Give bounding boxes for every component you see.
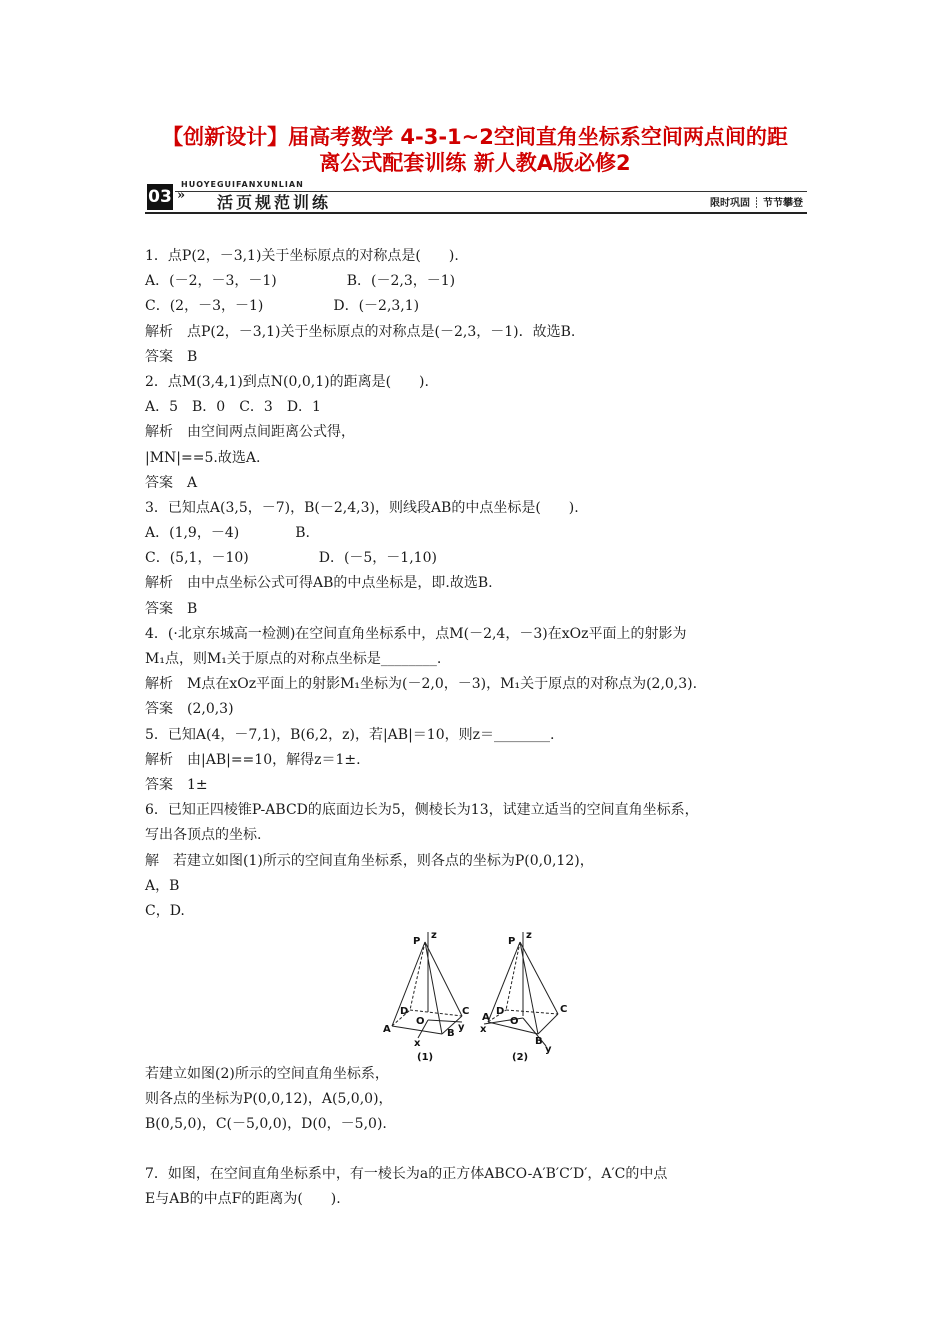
text-line: A．(1,9，－4) B. (145, 525, 310, 542)
fig1-label-y: y (458, 1022, 465, 1033)
fig2-label-x: x (480, 1024, 487, 1035)
pyramid-figure-1 (392, 932, 462, 1038)
title-line-2: 离公式配套训练 新人教A版必修2 (319, 151, 631, 175)
text-line: 若建立如图(2)所示的空间直角坐标系， (145, 1066, 389, 1082)
section-banner (145, 180, 807, 214)
exercise-7 (145, 1162, 815, 1212)
fig1-label-x: x (414, 1038, 421, 1049)
text-line: 解 若建立如图(1)所示的空间直角坐标系，则各点的坐标为P(0,0,12)， (145, 852, 594, 869)
text-line: C．(2，－3，－1) D．(－2,3,1) (145, 298, 420, 315)
pyramid-figures (380, 924, 570, 1064)
document-title (110, 124, 840, 176)
banner-title: 活页规范训练 (217, 193, 332, 212)
fig1-label-A: A (383, 1024, 391, 1035)
text-line: 3．已知点A(3,5，－7)，B(－2,4,3)，则线段AB的中点坐标是( ). (145, 499, 579, 516)
fig2-label-z: z (526, 930, 532, 941)
text-line: A，B (145, 877, 180, 894)
fig2-label-B: B (535, 1036, 543, 1047)
text-line: E与AB的中点F的距离为( ). (145, 1191, 341, 1208)
text-line: A．(－2，－3，－1) B．(－2,3，－1) (145, 273, 456, 290)
fig1-caption: (1) (417, 1052, 434, 1063)
fig2-caption: (2) (512, 1052, 529, 1063)
text-line: 2．点M(3,4,1)到点N(0,0,1)的距离是( ). (145, 373, 429, 390)
fig1-label-P: P (413, 936, 421, 947)
fig1-label-B: B (447, 1028, 455, 1039)
text-line: 答案 A (145, 474, 198, 491)
exercise-6-continued (145, 1062, 815, 1138)
fig1-label-C: C (462, 1006, 470, 1017)
text-line: 解析 由空间两点间距离公式得， (145, 424, 355, 441)
banner-bottom-rule (145, 212, 807, 214)
fig2-label-A: A (482, 1012, 490, 1023)
text-line: 答案 1± (145, 776, 208, 793)
text-line: 4．(·北京东城高一检测)在空间直角坐标系中，点M(－2,4，－3)在xOz平面上的射影为 (145, 625, 687, 642)
text-line: C．(5,1，－10) D．(－5，－1,10) (145, 550, 437, 567)
text-line: 答案 B (145, 348, 198, 365)
text-line: M₁点，则M₁关于原点的对称点坐标是________. (145, 651, 442, 667)
fig2-label-C: C (560, 1004, 568, 1015)
text-line: 解析 由|AB|==10，解得z＝1±. (145, 751, 361, 768)
pyramid-figure-2 (484, 932, 558, 1046)
text-line: 解析 M点在xOz平面上的射影M₁坐标为(－2,0，－3)，M₁关于原点的对称点为(2,0,3). (145, 676, 698, 693)
fig2-label-O: O (510, 1016, 519, 1027)
title-line-1: 【创新设计】届高考数学 4-3-1~2空间直角坐标系空间两点间的距 (162, 125, 788, 149)
text-line: 答案 (2,0,3) (145, 701, 234, 718)
text-line: 答案 B (145, 600, 198, 617)
banner-arrow-icon: » (177, 188, 186, 203)
banner-badge: 03 (147, 184, 173, 210)
text-line: B(0,5,0)，C(－5,0,0)，D(0，－5,0). (145, 1116, 387, 1133)
fig1-label-D: D (400, 1006, 409, 1017)
fig2-label-D: D (496, 1006, 505, 1017)
text-line: 写出各顶点的坐标. (145, 827, 262, 844)
fig2-label-P: P (508, 936, 516, 947)
text-line: 5．已知A(4，－7,1)，B(6,2，z)，若|AB|＝10，则z＝________. (145, 726, 555, 743)
fig1-label-z: z (431, 930, 437, 941)
exercise-body (145, 244, 815, 924)
text-line: A．5 B．0 C．3 D．1 (145, 399, 321, 416)
banner-slogan: 限时巩固 ┊ 节节攀登 (710, 198, 803, 209)
fig1-label-O: O (416, 1016, 425, 1027)
fig2-label-y: y (545, 1044, 552, 1055)
text-line: 则各点的坐标为P(0,0,12)，A(5,0,0)， (145, 1091, 393, 1108)
banner-pinyin: HUOYEGUIFANXUNLIAN (181, 180, 304, 189)
text-line: 1．点P(2，－3,1)关于坐标原点的对称点是( ). (145, 248, 459, 264)
text-line: 7．如图，在空间直角坐标系中，有一棱长为a的正方体ABCO-A′B′C′D′，A′C的中点 (145, 1166, 668, 1182)
text-line: C，D. (145, 902, 185, 919)
text-line: |MN|==5.故选A. (145, 449, 261, 466)
text-line: 解析 点P(2，－3,1)关于坐标原点的对称点是(－2,3，－1)．故选B. (145, 323, 576, 340)
text-line: 解析 由中点坐标公式可得AB的中点坐标是，即.故选B. (145, 575, 493, 592)
text-line: 6．已知正四棱锥P-ABCD的底面边长为5，侧棱长为13，试建立适当的空间直角坐标系， (145, 802, 699, 819)
